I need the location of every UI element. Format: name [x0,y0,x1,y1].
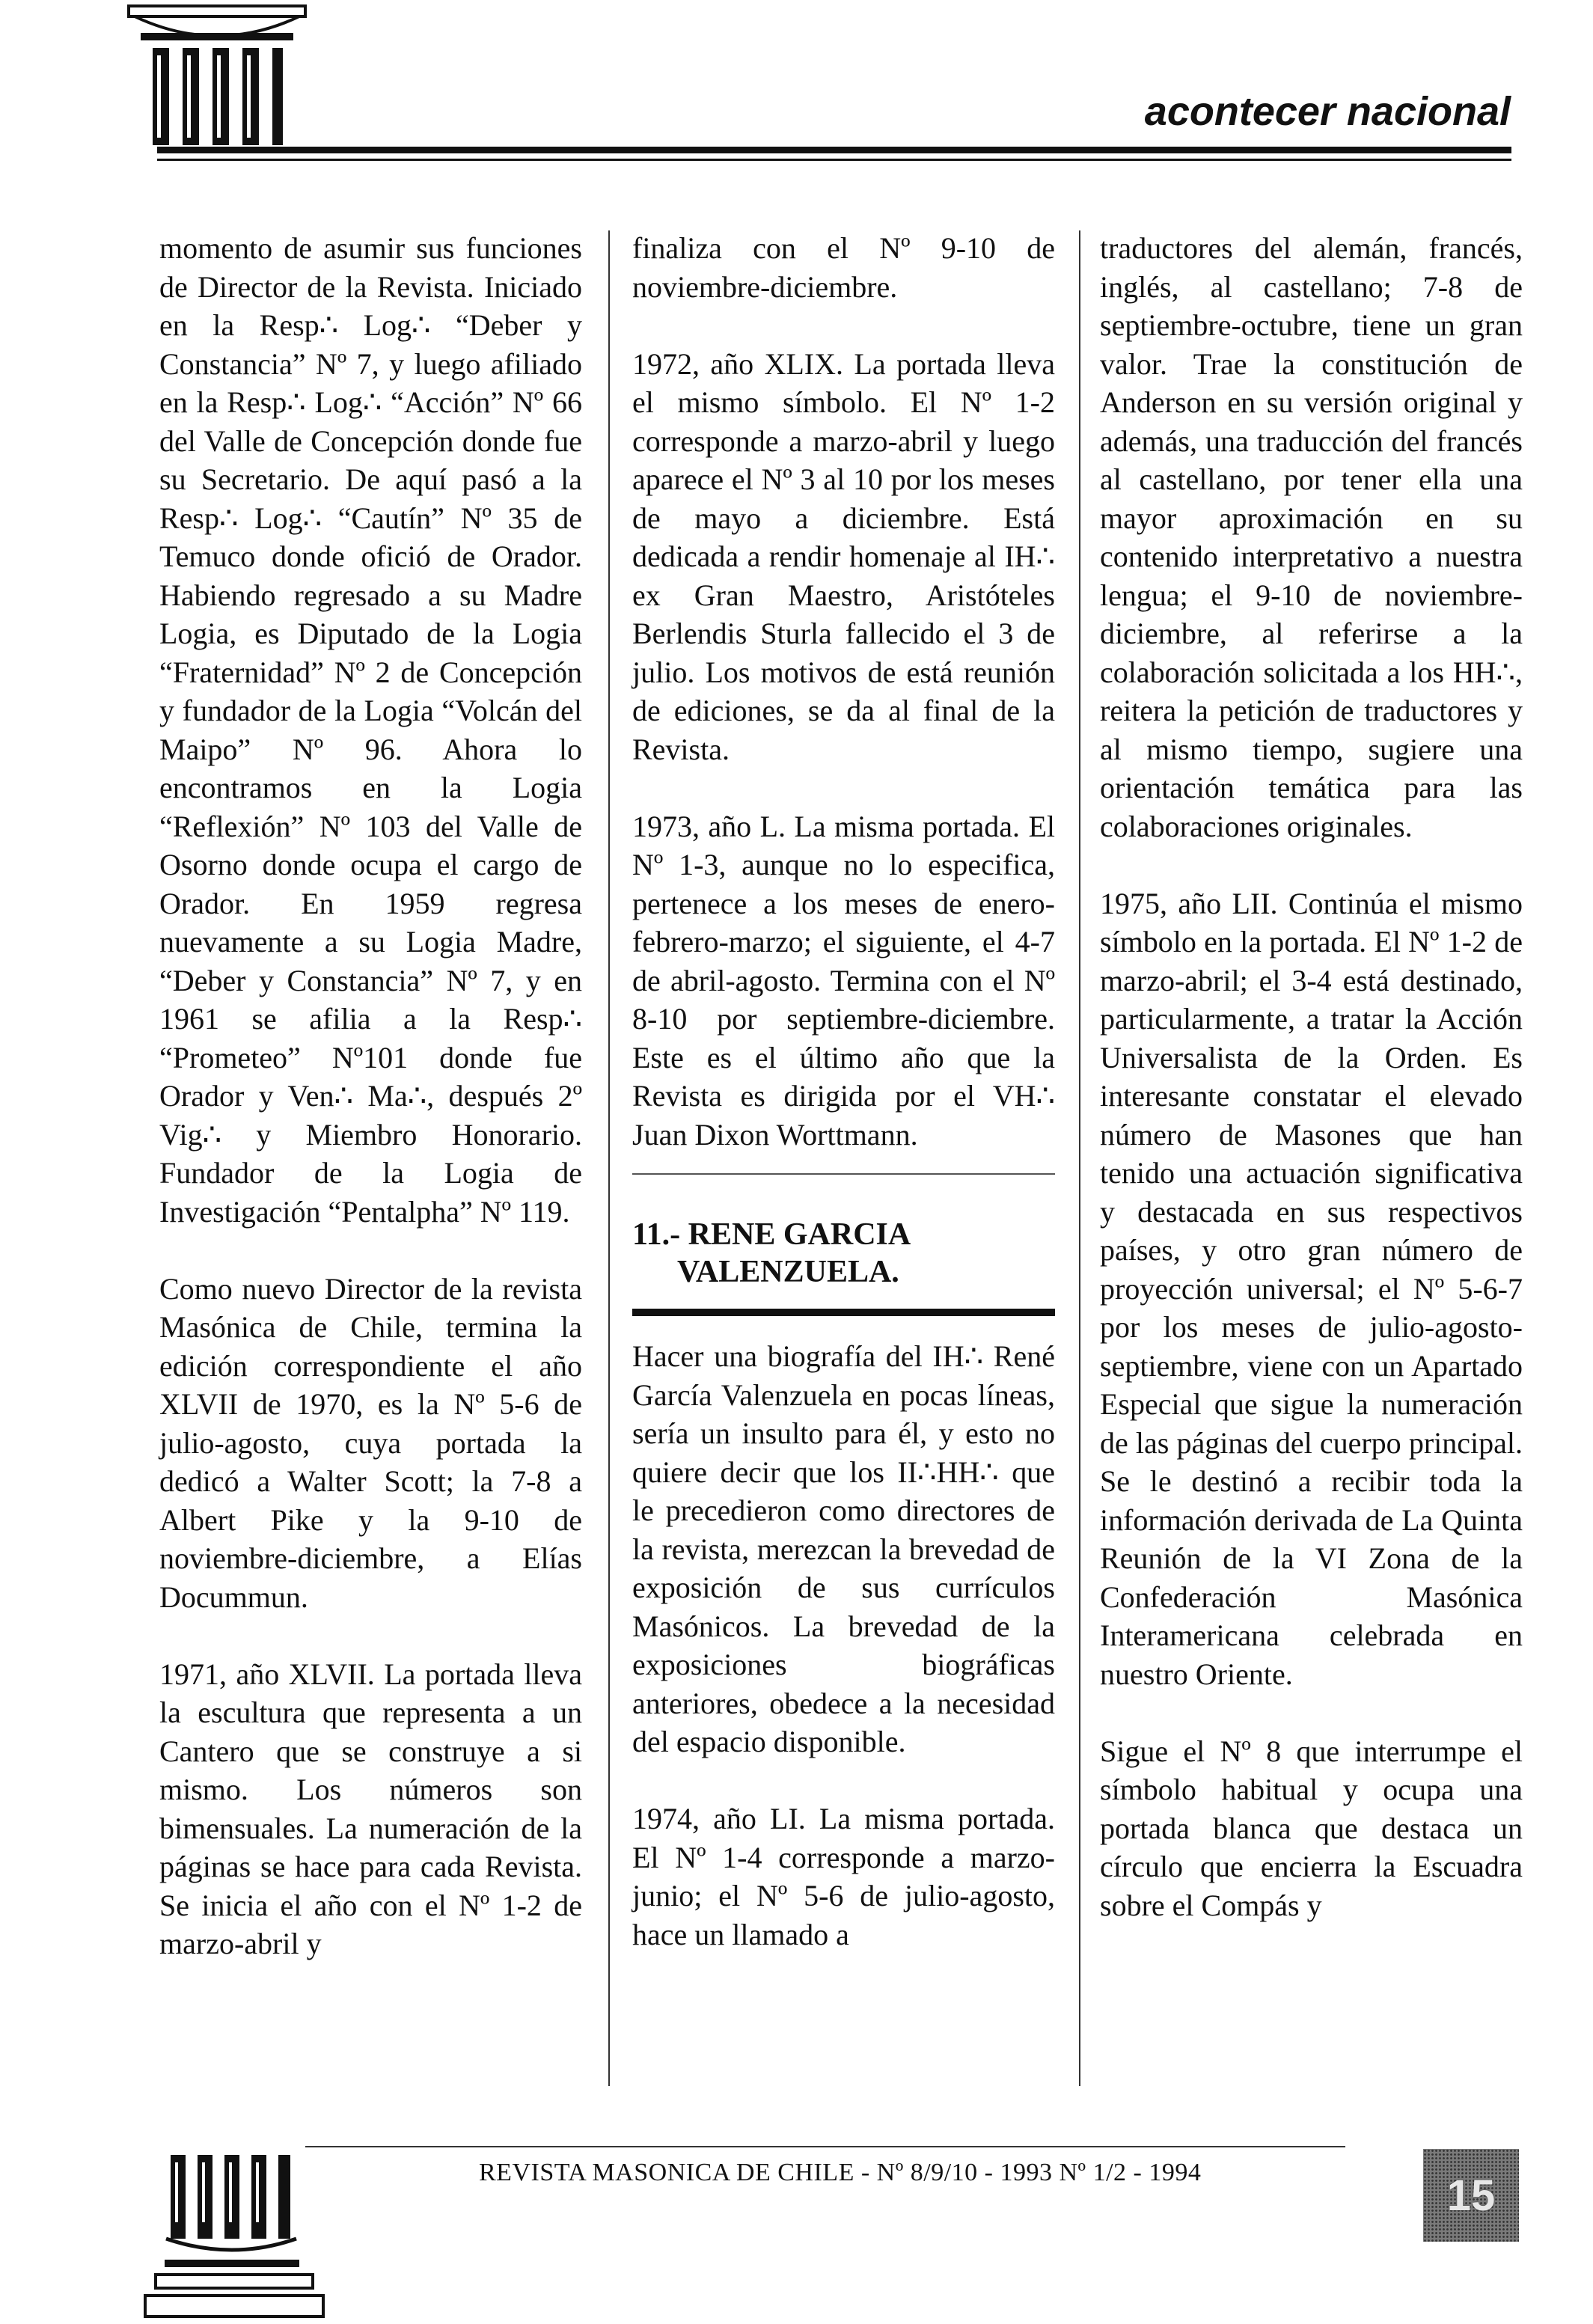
column-logo-icon [127,3,307,150]
section-heading-line: VALENZUELA. [677,1255,899,1289]
column-divider [608,230,610,2086]
page-number: 15 [1446,2171,1496,2220]
paragraph: 1975, año LII. Continúa el mismo símbolo en la portada. El Nº 1-2 de marzo-abril; el 3-4 está destinado, particularmente, a tratar la Acción Universalista de la Orden. Es interesante constatar el elevado número de Masones que han tenido una actuación significativa y destacada en sus respectivos países, y otro gran número de proyección universal; el Nº 5-6-7 por los meses de julio-agosto-septiembre, viene con un Apartado Especial que sigue la numeración de las páginas del cuerpo principal. Se le destinó a recibir toda la información derivada de La Quinta Reunión de la VI Zona de la Confederación Masónica Interamericana celebrada en nuestro Oriente. [1100,886,1523,1691]
paragraph: traductores del alemán, francés, inglés, al castellano; 7-8 de septiembre-octubre, tiene un gran valor. Trae la constitución de Anderson en su versión original y además, una traducción del francés al castellano, por tener ella una mayor aproximación en su contenido interpretativo a nuestra lengua; el 9-10 de noviembre-diciembre, al referirse a la colaboración solicitada a los HH∴, reitera la petición de traductores y al mismo tiempo, sugiere una orientación temática para las colaboraciones originales. [1100,231,1523,843]
column-1 [159,229,582,2002]
column-2 [632,229,1055,1993]
paragraph: momento de asumir sus funciones de Director de la Revista. Iniciado en la Resp∴ Log∴ “Deber y Constancia” Nº 7, y luego afiliado en la Resp∴ Log∴ “Acción” Nº 66 del Valle de Concepción donde fue su Secretario. De aquí pasó a la Resp∴ Log∴ “Cautín” Nº 35 de Temuco donde ofició de Orador. Habiendo regresado a su Madre Logia, es Diputado de la Logia “Fraternidad” Nº 2 de Concepción y fundador de la Logia “Volcán del Maipo” Nº 96. Ahora lo encontramos en la Logia “Reflexión” Nº 103 del Valle de Osorno donde ocupa el cargo de Orador. En 1959 regresa nuevamente a su Logia Madre, “Deber y Constancia” Nº 7, y en 1961 se afilia a la Resp∴ “Prometeo” Nº101 donde fue Orador y Ven∴ Ma∴, después 2º Vig∴ y Miembro Honorario. Fundador de la Logia de Investigación “Pentalpha” Nº 119. [159,231,582,1229]
column-base-logo-icon [112,2149,337,2321]
paragraph: 1972, año XLIX. La portada lleva el mismo símbolo. El Nº 1-2 corresponde a marzo-abril y luego aparece el Nº 3 al 10 por los meses de mayo a diciembre. Está dedicada a rendir homenaje al IH∴ ex Gran Maestro, Aristóteles Berlendis Sturla fallecido el 3 de julio. Los motivos de está reunión de ediciones, se da al final de la Revista. [632,346,1055,766]
section-divider [632,1173,1055,1175]
footer-rule [305,2146,1345,2147]
paragraph: Como nuevo Director de la revista Masónica de Chile, termina la edición correspondiente el año XLVII de 1970, es la Nº 5-6 de julio-agosto, cuya portada la dedicó a Walter Scott; la 7-8 a Albert Pike y la 9-10 de noviembre-diciembre, a Elías Docummun. [159,1271,582,1614]
paragraph: Sigue el Nº 8 que interrumpe el símbolo habitual y ocupa una portada blanca que destaca un círculo que encierra la Escuadra sobre el Compás y [1100,1734,1523,1922]
header-rule [157,147,1511,153]
column-3 [1100,229,1523,1963]
paragraph: 1973, año L. La misma portada. El Nº 1-3, aunque no lo especifica, pertenece a los meses de enero-febrero-marzo; el siguiente, el 4-7 de abril-agosto. Termina con el Nº 8-10 por septiembre-diciembre. Este es el último año que la Revista es dirigida por el VH∴ Juan Dixon Worttmann. [632,809,1055,1152]
section-heading-rule [632,1309,1055,1316]
page-number-box [1423,2149,1519,2242]
paragraph: finaliza con el Nº 9-10 de noviembre-diciembre. [632,231,1055,304]
publication-info: REVISTA MASONICA DE CHILE - Nº 8/9/10 - 1993 Nº 1/2 - 1994 [479,2159,1202,2186]
paragraph: 1971, año XLVII. La portada lleva la escultura que representa a un Cantero que se construye a si mismo. Los números son bimensuales. La numeración de la páginas se hace para cada Revista. Se inicia el año con el Nº 1-2 de marzo-abril y [159,1657,582,1960]
paragraph: 1974, año LI. La misma portada. El Nº 1-4 corresponde a marzo-junio; el Nº 5-6 de julio-agosto, hace un llamado a [632,1802,1055,1951]
section-heading [632,1216,1055,1291]
section-title: acontecer nacional [1144,89,1511,134]
header-rule-thin [157,159,1511,161]
paragraph: Hacer una biografía del IH∴ René García Valenzuela en pocas líneas, sería un insulto para él, y esto no quiere decir que los II∴HH∴ que le precedieron como directores de la revista, merezcan la brevedad de exposición de sus currículos Masónicos. La brevedad de la exposiciones biográficas anteriores, obedece a la necesidad del espacio disponible. [632,1339,1055,1758]
section-heading-line: 11.- RENE GARCIA [632,1217,911,1252]
column-divider [1079,230,1080,2086]
